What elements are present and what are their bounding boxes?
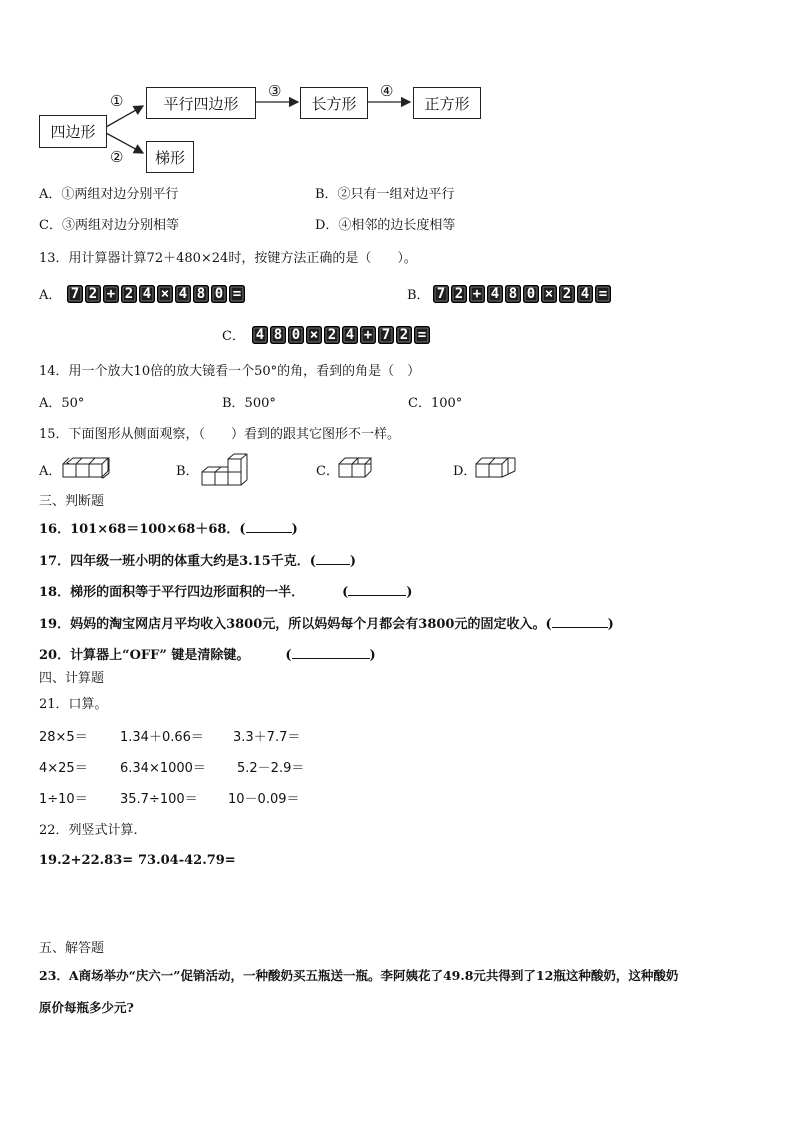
q13-option-c-label: C． xyxy=(222,329,245,344)
q23-line-2: 原价每瓶多少元? xyxy=(39,1000,134,1015)
q21-r3-c3: 10－0.09＝ xyxy=(228,792,300,807)
q12-option-a: A．①两组对边分别平行 xyxy=(39,187,179,202)
calculator-key: 4 xyxy=(175,285,191,303)
calculator-key: × xyxy=(157,285,173,303)
box-rectangle: 长方形 xyxy=(300,87,368,119)
calculator-key: × xyxy=(306,326,322,344)
q14-option-c: C．100° xyxy=(408,396,463,411)
label-2: ② xyxy=(110,148,124,166)
q16-answer-blank[interactable] xyxy=(246,520,292,533)
q21-r1-c1: 28×5＝ xyxy=(39,730,88,745)
calculator-key: 4 xyxy=(487,285,503,303)
q21-stem: 21．口算。 xyxy=(39,697,108,712)
calculator-key: + xyxy=(469,285,485,303)
q16 xyxy=(39,520,298,538)
q13-keys-a xyxy=(67,285,245,303)
q14-option-b: B．500° xyxy=(222,396,276,411)
q22-b: 73.04-42.79= xyxy=(138,853,236,868)
q20 xyxy=(39,646,376,664)
cube-figure-d xyxy=(475,457,519,485)
calculator-key: 8 xyxy=(193,285,209,303)
q19-text: 19．妈妈的淘宝网店月平均收入3800元，所以妈妈每个月都会有3800元的固定收入。( xyxy=(39,617,552,632)
box-trapezoid: 梯形 xyxy=(146,141,194,173)
q12-option-c: C．③两组对边分别相等 xyxy=(39,218,179,233)
calculator-key: 7 xyxy=(378,326,394,344)
calculator-key: 7 xyxy=(433,285,449,303)
q13-option-a-label: A． xyxy=(39,288,62,303)
calculator-key: 2 xyxy=(559,285,575,303)
q20-answer-blank[interactable] xyxy=(292,646,370,659)
label-1: ① xyxy=(110,92,124,110)
q12-option-b: B．②只有一组对边平行 xyxy=(315,187,455,202)
q15-option-d: D． xyxy=(453,464,477,479)
calculator-key: 0 xyxy=(523,285,539,303)
q19-paren-close: ) xyxy=(607,617,614,632)
q13-keys-c xyxy=(252,326,430,344)
q17-text: 17．四年级一班小明的体重大约是3.15千克．( xyxy=(39,554,316,569)
calculator-key: = xyxy=(595,285,611,303)
q18 xyxy=(39,583,412,601)
cube-figure-c xyxy=(338,457,380,485)
q15-stem: 15．下面图形从侧面观察，（ ）看到的跟其它图形不一样。 xyxy=(39,427,401,442)
calculator-key: 2 xyxy=(121,285,137,303)
calculator-key: 8 xyxy=(505,285,521,303)
box-square: 正方形 xyxy=(413,87,481,119)
calculator-key: 7 xyxy=(67,285,83,303)
q21-r3-c1: 1÷10＝ xyxy=(39,792,88,807)
q21-r2-c3: 5.2－2.9＝ xyxy=(237,761,305,776)
calculator-key: 2 xyxy=(451,285,467,303)
q20-paren-open: ( xyxy=(285,648,292,663)
q21-r1-c2: 1.34＋0.66＝ xyxy=(120,730,204,745)
q22-stem: 22．列竖式计算. xyxy=(39,823,138,838)
calculator-key: 4 xyxy=(139,285,155,303)
section-3-title: 三、判断题 xyxy=(39,494,105,509)
q21-r2-c2: 6.34×1000＝ xyxy=(120,761,206,776)
cube-figure-b xyxy=(199,453,251,487)
calculator-key: = xyxy=(229,285,245,303)
section-5-title: 五、解答题 xyxy=(39,941,105,956)
calculator-key: 4 xyxy=(252,326,268,344)
q20-paren-close: ) xyxy=(369,648,376,663)
calculator-key: 2 xyxy=(396,326,412,344)
q14-option-a: A．50° xyxy=(39,396,85,411)
q21-r3-c2: 35.7÷100＝ xyxy=(120,792,198,807)
calculator-key: 2 xyxy=(324,326,340,344)
q22-a: 19.2+22.83= xyxy=(39,853,134,868)
q15-option-c: C． xyxy=(316,464,339,479)
q20-text: 20．计算器上“OFF” 键是清除键。 xyxy=(39,648,250,663)
calculator-key: 4 xyxy=(577,285,593,303)
calculator-key: 4 xyxy=(342,326,358,344)
cube-figure-a xyxy=(62,457,112,485)
q19 xyxy=(39,615,614,633)
box-quadrilateral: 四边形 xyxy=(39,115,107,148)
q18-paren-open: ( xyxy=(342,585,349,600)
calculator-key: + xyxy=(103,285,119,303)
box-parallelogram: 平行四边形 xyxy=(146,87,256,119)
q18-text: 18．梯形的面积等于平行四边形面积的一半． xyxy=(39,585,305,600)
q14-stem: 14．用一个放大10倍的放大镜看一个50°的角，看到的角是（ ） xyxy=(39,364,421,379)
q17-paren-close: ) xyxy=(349,554,357,569)
calculator-key: = xyxy=(414,326,430,344)
calculator-key: 2 xyxy=(85,285,101,303)
label-3: ③ xyxy=(268,82,282,100)
q19-answer-blank[interactable] xyxy=(552,615,608,628)
q15-option-a: A． xyxy=(39,464,62,479)
q17 xyxy=(39,552,356,570)
q18-paren-close: ) xyxy=(406,585,413,600)
q17-answer-blank[interactable] xyxy=(316,552,350,565)
q18-answer-blank[interactable] xyxy=(348,583,406,596)
q23-line-1: 23．A商场举办“庆六一”促销活动，一种酸奶买五瓶送一瓶。李阿姨花了49.8元共得到了12瓶这种酸奶，这种酸奶 xyxy=(39,968,679,983)
q13-option-b-label: B． xyxy=(407,288,430,303)
calculator-key: 8 xyxy=(270,326,286,344)
q16-paren-close: ) xyxy=(291,522,298,537)
q12-option-d: D．④相邻的边长度相等 xyxy=(315,218,456,233)
q15-option-b: B． xyxy=(176,464,199,479)
q13-stem: 13．用计算器计算72＋480×24时，按键方法正确的是（ ）。 xyxy=(39,251,417,266)
q21-r1-c3: 3.3＋7.7＝ xyxy=(233,730,301,745)
q16-text: 16．101×68＝100×68＋68．( xyxy=(39,522,246,537)
label-4: ④ xyxy=(380,82,394,100)
calculator-key: + xyxy=(360,326,376,344)
calculator-key: 0 xyxy=(288,326,304,344)
section-4-title: 四、计算题 xyxy=(39,671,105,686)
q21-r2-c1: 4×25＝ xyxy=(39,761,88,776)
q13-keys-b xyxy=(433,285,611,303)
calculator-key: × xyxy=(541,285,557,303)
calculator-key: 0 xyxy=(211,285,227,303)
